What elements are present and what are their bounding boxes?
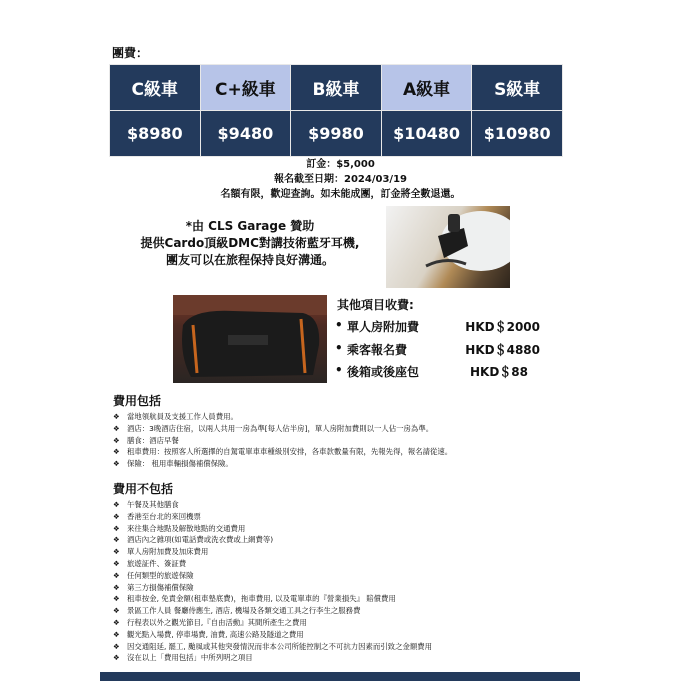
diamond-bullet-icon: ❖	[113, 594, 120, 604]
list-item: ❖ 單人房附加費及加床費用	[113, 547, 209, 557]
excluded-title: 費用不包括	[113, 482, 174, 496]
list-item: ❖ 租車按金, 免責金額(租車墊底費)，拖車費用, 以及電單車的『營業損失』 賠償費用	[113, 594, 396, 604]
sponsor-line-2: 提供Cardo頂級DMC對講技術藍牙耳機,	[140, 236, 360, 250]
sponsor-line-3: 團友可以在旅程保持良好溝通。	[165, 253, 334, 267]
diamond-bullet-icon: ❖	[113, 435, 120, 445]
sponsor-line-1: *由 CLS Garage 贊助	[185, 219, 315, 233]
price-cell: $10980	[472, 111, 563, 157]
diamond-bullet-icon: ❖	[113, 500, 120, 509]
footer-bar	[100, 672, 580, 681]
list-item: ❖ 沒在以上「費用包括」中所列明之項目	[113, 653, 253, 663]
list-item: ❖ 膳食：酒店早餐	[113, 435, 179, 445]
price-cell: $10480	[381, 111, 472, 157]
quota-note: 名額有限，歡迎查詢。如未能成團，訂金將全數退還。	[220, 189, 461, 200]
tail-bag-photo	[173, 295, 327, 383]
deposit-text: 訂金：$5,000	[306, 159, 375, 170]
helmet-headset-photo	[386, 206, 510, 288]
list-item: ❖ 旅遊証件、簽証費	[113, 558, 187, 568]
diamond-bullet-icon: ❖	[113, 423, 120, 433]
deadline-text: 報名截至日期：2024/03/19	[274, 174, 407, 185]
diamond-bullet-icon: ❖	[113, 523, 120, 533]
class-cell: A級車	[381, 65, 472, 111]
bullet-icon: •	[335, 341, 343, 355]
price-cell: $9480	[200, 111, 291, 157]
diamond-bullet-icon: ❖	[113, 641, 120, 651]
list-item: ❖ 保險： 租用車輛損傷補償保險。	[113, 459, 233, 469]
list-item: ❖ 來往集合地點及解散地點的交通費用	[113, 523, 246, 533]
extra-fee-name: 單人房附加費	[347, 320, 420, 334]
list-item: ❖ 因交通阻延, 罷工, 颱風或其他突發情況而非本公司所能控制之不可抗力因素而引致之金額費用	[113, 641, 433, 651]
excluded-list	[113, 499, 573, 664]
class-cell: C級車	[110, 65, 201, 111]
diamond-bullet-icon: ❖	[113, 582, 120, 592]
diamond-bullet-icon: ❖	[113, 511, 120, 521]
class-cell: B級車	[291, 65, 382, 111]
extra-fee-name: 乘客報名費	[347, 343, 408, 357]
included-title: 費用包括	[113, 394, 162, 408]
bullet-icon: •	[335, 363, 343, 377]
list-item: ❖ 租車費用：按照客人所選擇的自駕電單車車種級別安排，各車款數量有限，先報先得，報名請從速。	[113, 447, 453, 457]
price-row	[110, 111, 563, 157]
list-item: ❖ 香港至台北的來回機票	[113, 511, 201, 521]
class-row	[110, 65, 563, 111]
diamond-bullet-icon: ❖	[113, 447, 120, 457]
list-item: ❖ 當地領航員及支援工作人員費用。	[113, 412, 238, 421]
list-item: ❖ 酒店：3晚酒店住宿，以兩人共用一房為準[每人佔半房]，單人房附加費則以一人佔一房為準。	[113, 423, 434, 433]
page-title: 團費：	[112, 46, 149, 60]
list-item: ❖ 任何類型的旅遊保險	[113, 570, 194, 580]
diamond-bullet-icon: ❖	[113, 617, 120, 627]
diamond-bullet-icon: ❖	[113, 459, 120, 469]
diamond-bullet-icon: ❖	[113, 629, 120, 639]
diamond-bullet-icon: ❖	[113, 547, 120, 557]
list-item: ❖ 觀光點入場費, 停車場費, 油費, 高速公路及隧道之費用	[113, 629, 304, 639]
price-table	[109, 64, 563, 157]
diamond-bullet-icon: ❖	[113, 412, 120, 421]
diamond-bullet-icon: ❖	[113, 606, 120, 616]
included-list	[113, 411, 573, 470]
extra-fees-title: 其他項目收費:	[337, 298, 414, 312]
list-item: ❖ 酒店內之雜項(如電話費或洗衣費或上網費等)	[113, 535, 274, 545]
extra-fee-price: HKD＄88	[469, 365, 528, 379]
list-item: ❖ 景區工作人員 餐廳侍應生, 酒店, 機場及各類交通工具之行李生之服務費	[113, 606, 361, 616]
price-cell: $9980	[291, 111, 382, 157]
class-cell: C+級車	[200, 65, 291, 111]
extra-fee-price: HKD＄4880	[465, 343, 540, 357]
extra-fee-name: 後箱或後座包	[347, 365, 420, 379]
list-item: ❖ 第三方損傷補償保險	[113, 582, 194, 592]
diamond-bullet-icon: ❖	[113, 535, 120, 545]
price-cell: $8980	[110, 111, 201, 157]
bullet-icon: •	[335, 318, 343, 332]
diamond-bullet-icon: ❖	[113, 653, 120, 663]
extra-fee-price: HKD＄2000	[465, 320, 540, 334]
diamond-bullet-icon: ❖	[113, 570, 120, 580]
list-item: ❖ 行程表以外之觀光節目,『自由活動』其間所產生之費用	[113, 617, 307, 627]
class-cell: S級車	[472, 65, 563, 111]
list-item: ❖ 午餐及其他膳食	[113, 500, 179, 509]
diamond-bullet-icon: ❖	[113, 558, 120, 568]
